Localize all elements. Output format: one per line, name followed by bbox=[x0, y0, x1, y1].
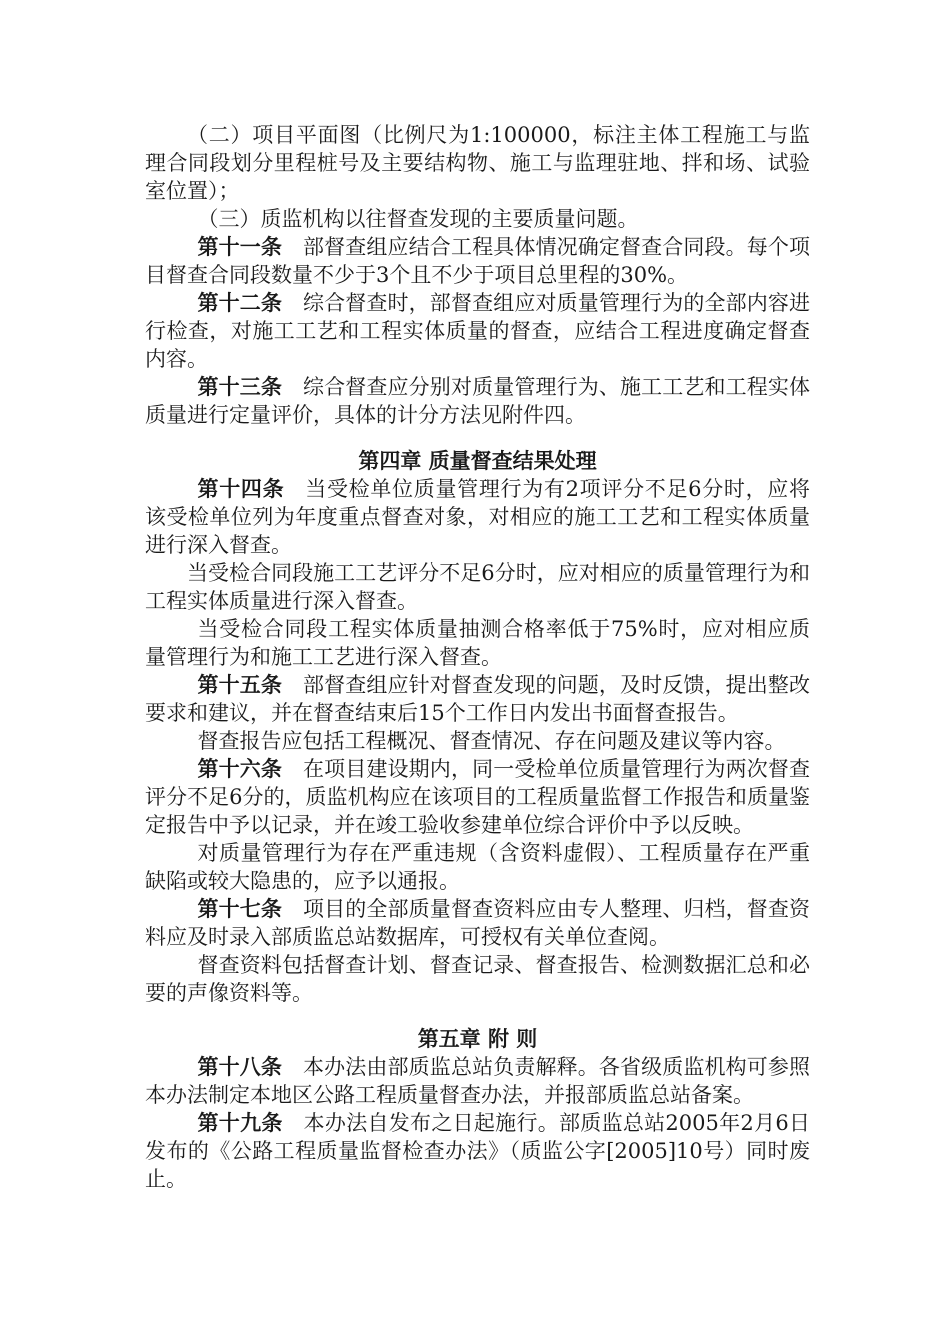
article-11: 第十一条 部督查组应结合工程具体情况确定督查合同段。每个项目督查合同段数量不少于3个且不少于项目总里程的30%。 bbox=[145, 234, 811, 287]
article-number: 第十六条 bbox=[197, 756, 283, 781]
article-16: 第十六条 在项目建设期内，同一受检单位质量管理行为两次督查评分不足6分的，质监机构应在该项目的工程质量监督工作报告和质量鉴定报告中予以记录，并在竣工验收参建单位综合评价中予以反映。 bbox=[145, 756, 811, 837]
article-12: 第十二条 综合督查时，部督查组应对质量管理行为的全部内容进行检查，对施工工艺和工程实体质量的督查，应结合工程进度确定督查内容。 bbox=[145, 290, 811, 371]
article-number: 第十三条 bbox=[197, 374, 283, 399]
chapter-heading-5: 第五章 附 则 bbox=[417, 1027, 538, 1051]
article-number: 第十四条 bbox=[197, 476, 285, 501]
paragraph: 督查报告应包括工程概况、督查情况、存在问题及建议等内容。 bbox=[197, 729, 786, 753]
chapter-heading-4: 第四章 质量督查结果处理 bbox=[358, 449, 597, 473]
paragraph: 对质量管理行为存在严重违规（含资料虚假）、工程质量存在严重缺陷或较大隐患的，应予以通报。 bbox=[145, 841, 810, 893]
article-15: 第十五条 部督查组应针对督查发现的问题，及时反馈，提出整改要求和建议，并在督查结束后15个工作日内发出书面督查报告。 bbox=[145, 672, 811, 725]
article-18: 第十八条 本办法由部质监总站负责解释。各省级质监机构可参照本办法制定本地区公路工程质量督查办法，并报部质监总站备案。 bbox=[145, 1054, 811, 1107]
article-number: 第十二条 bbox=[197, 290, 283, 315]
paragraph: （三）质监机构以往督查发现的主要质量问题。 bbox=[197, 207, 639, 231]
article-number: 第十九条 bbox=[197, 1110, 283, 1135]
paragraph: 督查资料包括督查计划、督查记录、督查报告、检测数据汇总和必要的声像资料等。 bbox=[145, 953, 810, 1005]
paragraph: （二）项目平面图（比例尺为1:100000，标注主体工程施工与监理合同段划分里程桩号及主要结构物、施工与监理驻地、拌和场、试验室位置）； bbox=[145, 123, 810, 203]
article-number: 第十五条 bbox=[197, 672, 283, 697]
article-17: 第十七条 项目的全部质量督查资料应由专人整理、归档，督查资料应及时录入部质监总站数据库，可授权有关单位查阅。 bbox=[145, 896, 811, 949]
article-19: 第十九条 本办法自发布之日起施行。部质监总站2005年2月6日发布的《公路工程质量监督检查办法》（质监公字[2005]10号）同时废止。 bbox=[145, 1110, 811, 1191]
article-13: 第十三条 综合督查应分别对质量管理行为、施工工艺和工程实体质量进行定量评价，具体的计分方法见附件四。 bbox=[145, 374, 811, 427]
article-number: 第十一条 bbox=[197, 234, 283, 259]
article-14: 第十四条 当受检单位质量管理行为有2项评分不足6分时，应将该受检单位列为年度重点督查对象，对相应的施工工艺和工程实体质量进行深入督查。 bbox=[145, 476, 810, 557]
paragraph: 当受检合同段工程实体质量抽测合格率低于75%时，应对相应质量管理行为和施工工艺进行深入督查。 bbox=[145, 617, 810, 669]
document-page bbox=[145, 121, 810, 1193]
paragraph: 当受检合同段施工工艺评分不足6分时，应对相应的质量管理行为和工程实体质量进行深入督查。 bbox=[145, 561, 810, 613]
article-number: 第十八条 bbox=[197, 1054, 283, 1079]
article-number: 第十七条 bbox=[197, 896, 283, 921]
